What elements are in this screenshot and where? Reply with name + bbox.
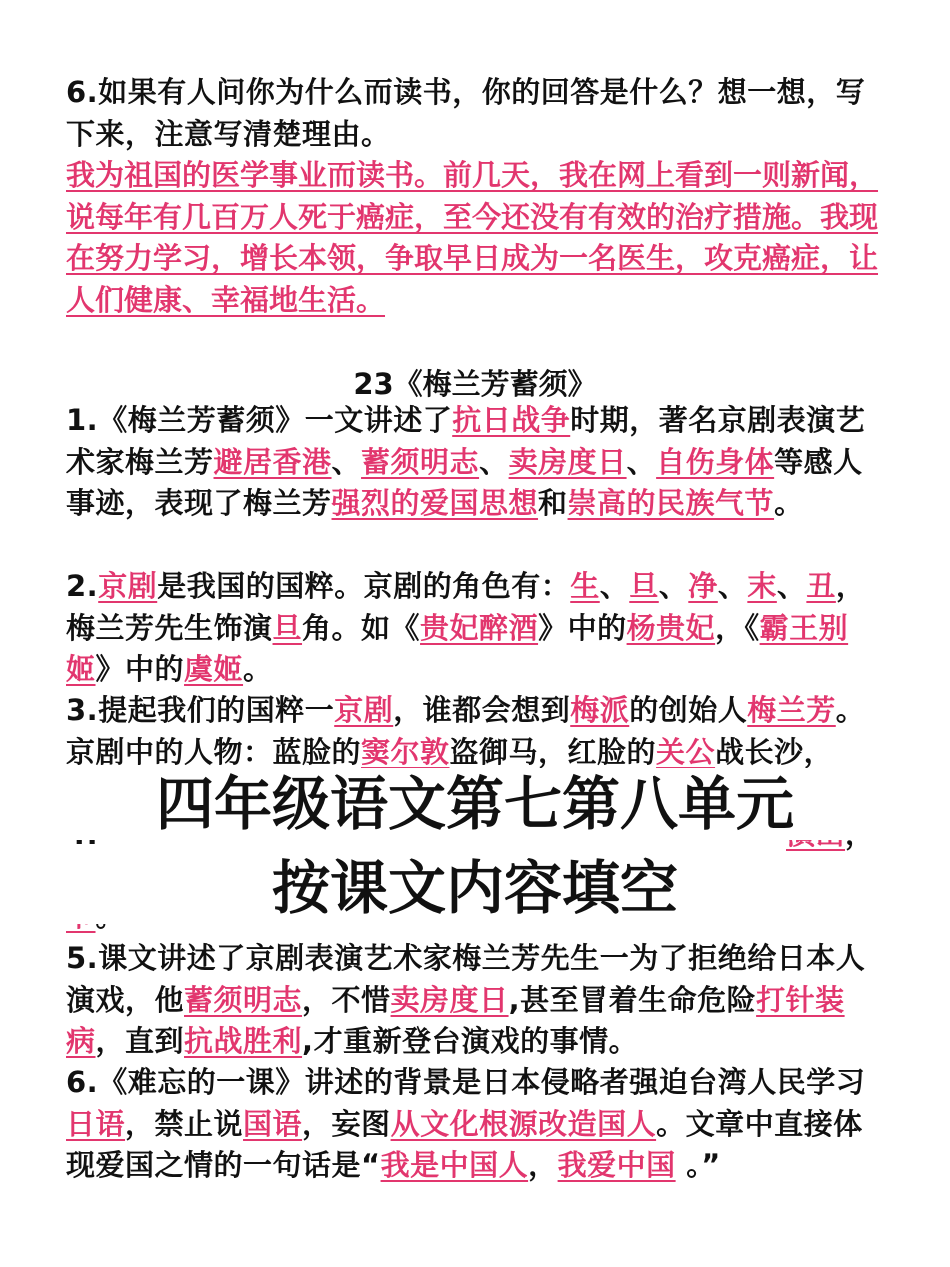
q1-text: 、 — [626, 444, 657, 479]
q2-answer-6: 丑 — [806, 569, 836, 603]
question-6-lesson — [66, 1062, 886, 1187]
q2-answer-5: 末 — [747, 569, 777, 603]
q1-text: 。 — [774, 486, 804, 520]
q5-answer-4: 抗战胜利 — [184, 1024, 303, 1058]
q2-text: 。 — [243, 652, 273, 686]
q6-text: ， — [528, 1148, 558, 1182]
q3-text: 盗御马，红脸的 — [449, 734, 657, 769]
q6-text: 6.《难忘的一课》讲述的背景是日本侵略者强迫台湾人民学习 — [66, 1065, 866, 1099]
q2-answer-3: 旦 — [629, 569, 659, 603]
q1-answer-7: 崇高的民族气节 — [567, 486, 775, 520]
q3-answer-4: 窦尔敦 — [361, 734, 450, 769]
banner-title-line-1 — [0, 768, 950, 840]
question-6-prompt: 6.如果有人问你为什么而读书，你的回答是什么？想一想，写下来，注意写清楚理由。 — [66, 75, 866, 151]
banner-title-line-2 — [0, 852, 950, 924]
banner-line-1-text: 四年级语文第七第八单元 — [142, 770, 808, 838]
q2-text: 》中的 — [95, 652, 185, 686]
q2-answer-11: 虞姬 — [184, 652, 244, 686]
q5-text: ,才重新登台演戏的事情。 — [302, 1024, 639, 1058]
q3-answer-1: 京剧 — [334, 693, 394, 727]
section-title: 23《梅兰芳蓄须》 — [353, 367, 597, 401]
q5-text: ，直到 — [95, 1024, 185, 1058]
q2-text: 、 — [717, 569, 748, 603]
q2-text: ，《 — [715, 610, 760, 645]
q2-text: 、 — [599, 569, 630, 603]
q2-answer-10: 霸王别姬 — [66, 610, 849, 686]
q6-text: 。” — [675, 1148, 721, 1182]
q1-answer-5: 自伤身体 — [656, 444, 775, 479]
q2-text: 2. — [66, 569, 99, 603]
q3-text: 。京剧中的人物：蓝脸的 — [66, 693, 866, 769]
q2-text: 、 — [658, 569, 689, 603]
q3-text: 3.提起我们的国粹一 — [66, 693, 335, 727]
q2-text: 、 — [776, 569, 807, 603]
q1-text: 、 — [331, 444, 362, 479]
q2-answer-9: 杨贵妃 — [626, 610, 716, 645]
q1-answer-1: 抗日战争 — [452, 403, 571, 437]
q5-answer-1: 蓄须明志 — [184, 982, 303, 1017]
q1-answer-3: 蓄须明志 — [361, 444, 480, 479]
q5-text: ，不惜 — [302, 982, 391, 1017]
q2-answer-8: 贵妃醉酒 — [420, 610, 539, 645]
q5-answer-2: 卖房度日 — [390, 982, 509, 1017]
q1-text: 等感人事迹，表现了梅兰芳 — [66, 444, 863, 520]
q3-text: 战长沙， — [715, 734, 834, 769]
q1-text: 时期，著名京剧表演艺术家梅兰芳 — [66, 403, 866, 479]
q3-answer-5: 关公 — [656, 734, 716, 769]
q5-answer-3: 打针装病 — [66, 982, 845, 1058]
q6-answer-3: 从文化根源改造国人 — [390, 1106, 657, 1141]
q2-answer-2: 生 — [570, 569, 600, 603]
q6-answer-5: 我爱中国 — [557, 1148, 676, 1182]
q6-text: ，禁止说 — [125, 1106, 244, 1141]
q2-text: 是我国的国粹。京剧的角色有： — [157, 569, 571, 603]
q1-text: 、 — [479, 444, 509, 479]
q1-text: 1.《梅兰芳蓄须》一文讲述了 — [66, 403, 453, 437]
q2-text: 》中的 — [538, 610, 627, 645]
q5-text: 5.课文讲述了京剧表演艺术家梅兰芳先生一为了拒绝给日本人演戏，他 — [66, 941, 866, 1017]
q3-answer-2: 梅派 — [570, 693, 630, 727]
q2-answer-7: 旦 — [272, 610, 303, 645]
q3-answer-3: 梅兰芳 — [747, 693, 836, 727]
q6-text: ，妄图 — [302, 1106, 391, 1141]
q2-text: ，梅兰芳先生饰演 — [66, 569, 866, 645]
q1-answer-6: 强烈的爱国思想 — [331, 486, 539, 520]
q6-answer-1: 日语 — [66, 1106, 126, 1141]
q1-answer-4: 卖房度日 — [508, 444, 627, 479]
question-3 — [66, 690, 886, 773]
question-6-answer: 我为祖国的医学事业而读书。前几天，我在网上看到一则新闻，说每年有几百万人死于癌症，至今还没有有效的治疗措施。我现在努力学习，增长本领，争取早日成为一名医生，攻克癌症，让人们健康、幸福地生活。 — [66, 158, 879, 317]
question-2 — [66, 566, 886, 691]
q3-text: ，谁都会想到 — [393, 693, 571, 727]
question-5 — [66, 938, 886, 1063]
q2-answer-1: 京剧 — [98, 569, 158, 603]
q6-answer-4: 我是中国人 — [380, 1148, 529, 1182]
q6-answer-2: 国语 — [243, 1106, 303, 1141]
q2-text: 角。如《 — [302, 610, 421, 645]
banner-line-2-text: 按课文内容填空 — [258, 854, 692, 922]
q2-answer-4: 净 — [688, 569, 718, 603]
q1-text: 和 — [538, 486, 568, 520]
q6-text: 。文章中直接体现爱国之情的一句话是“ — [66, 1106, 863, 1182]
q3-text: 的创始人 — [629, 693, 748, 727]
q1-answer-2: 避居香港 — [213, 444, 332, 479]
question-1 — [66, 400, 886, 525]
q5-text: ,甚至冒着生命危险 — [508, 982, 757, 1017]
